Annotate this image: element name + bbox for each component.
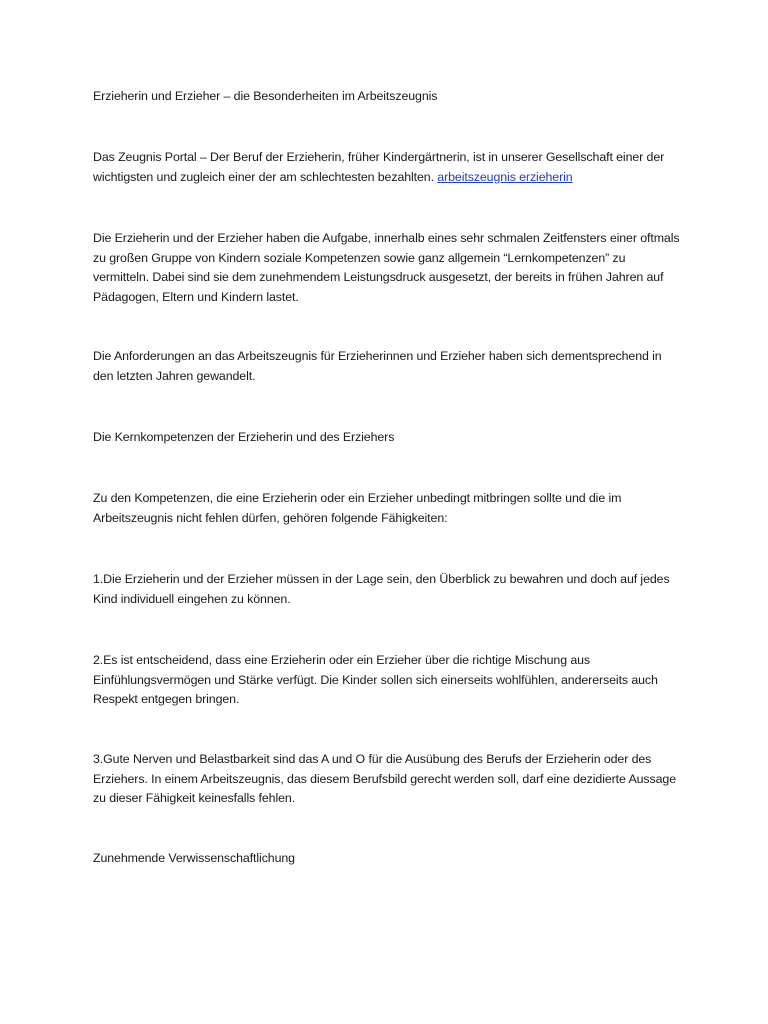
- intro-paragraph: [93, 148, 683, 187]
- section-heading-scientification: Zunehmende Verwissenschaftlichung: [93, 851, 295, 865]
- list-item-2: 2.Es ist entscheidend, dass eine Erzieherin oder ein Erzieher über die richtige Mischung aus Einfühlungsvermögen und Stärke verfügt. Die Kinder sollen sich einerseits wohlfühlen, andererseits auch Respekt entgegen bringen.: [93, 653, 658, 706]
- list-item-1: 1.Die Erzieherin und der Erzieher müssen in der Lage sein, den Überblick zu bewahren und doch auf jedes Kind individuell eingehen zu können.: [93, 572, 670, 606]
- section-heading-core-competencies: Die Kernkompetenzen der Erzieherin und des Erziehers: [93, 430, 395, 444]
- paragraph-requirements: Die Anforderungen an das Arbeitszeugnis für Erzieherinnen und Erzieher haben sich dementsprechend in den letzten Jahren gewandelt.: [93, 349, 662, 383]
- intro-text: Das Zeugnis Portal – Der Beruf der Erzieherin, früher Kindergärtnerin, ist in unserer Gesellschaft einer der wichtigsten und zugleich einer der am schlechtesten bezahlten.: [93, 150, 665, 184]
- paragraph-competencies-intro: Zu den Kompetenzen, die eine Erzieherin oder ein Erzieher unbedingt mitbringen sollte und die im Arbeitszeugnis nicht fehlen dürfen, gehören folgende Fähigkeiten:: [93, 491, 622, 525]
- paragraph-task: Die Erzieherin und der Erzieher haben die Aufgabe, innerhalb eines sehr schmalen Zeitfensters einer oftmals zu großen Gruppe von Kindern soziale Kompetenzen sowie ganz allgemein “Lernkompetenzen” zu vermitteln. Dabei sind sie dem zunehmendem Leistungsdruck ausgesetzt, der bereits in frühen Jahren auf Pädagogen, Eltern und Kindern lastet.: [93, 231, 680, 304]
- arbeitszeugnis-erzieherin-link[interactable]: arbeitszeugnis erzieherin: [437, 169, 573, 184]
- list-item-3: 3.Gute Nerven und Belastbarkeit sind das A und O für die Ausübung des Berufs der Erzieherin oder des Erziehers. In einem Arbeitszeugnis, das diesem Berufsbild gerecht werden soll, darf eine dezidierte Aussage zu dieser Fähigkeit keinesfalls fehlen.: [93, 752, 676, 805]
- document-title: Erzieherin und Erzieher – die Besonderheiten im Arbeitszeugnis: [93, 89, 438, 103]
